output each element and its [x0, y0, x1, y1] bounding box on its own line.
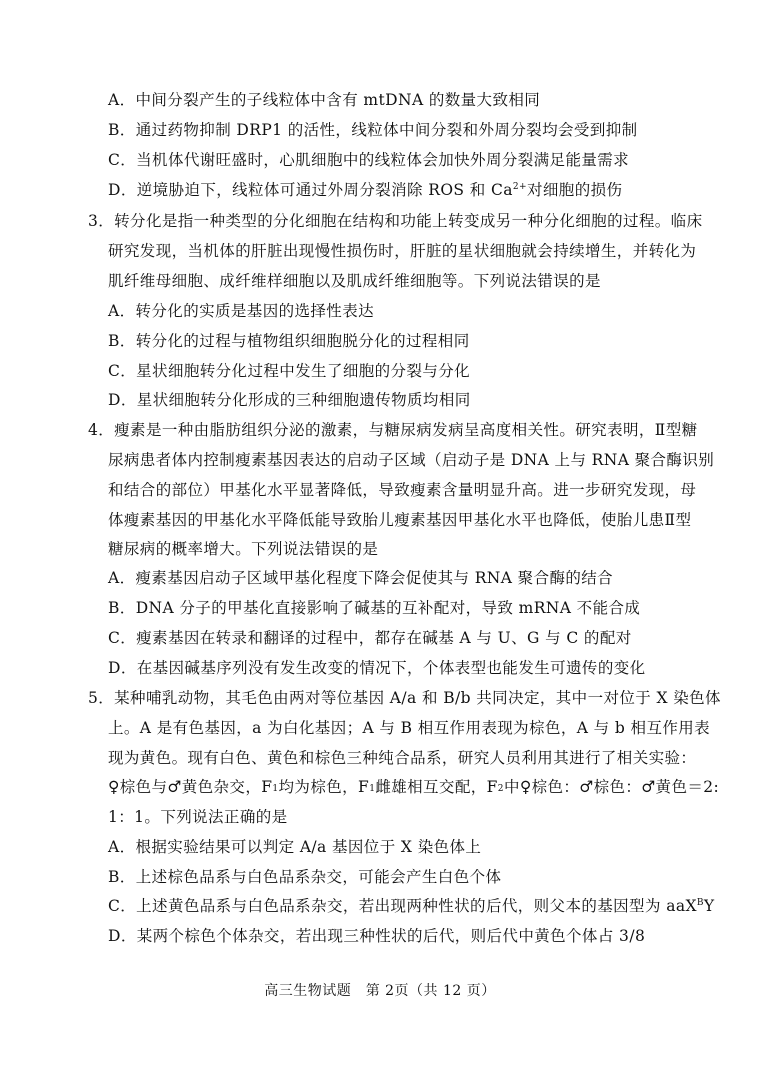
q3-stem-line-1: 3．转分化是指一种类型的分化细胞在结构和功能上转变成另一种分化细胞的过程。临床 [88, 212, 703, 230]
q4-stem-line-4: 体瘦素基因的甲基化水平降低能导致胎儿瘦素基因甲基化水平也降低，使胎儿患Ⅱ型 [108, 511, 692, 529]
q4-option-c: C．瘦素基因在转录和翻译的过程中，都存在碱基 A 与 U、G 与 C 的配对 [108, 629, 632, 647]
q5-stem-line-2: 上。A 是有色基因，a 为白化基因；A 与 B 相互作用表现为棕色，A 与 b 相互作用表 [108, 719, 711, 737]
q4-stem-line-5: 糖尿病的概率增大。下列说法错误的是 [108, 540, 379, 558]
f1-subscript: 1 [369, 784, 376, 794]
q5-option-b: B．上述棕色品系与白色品系杂交，可能会产生白色个体 [108, 868, 502, 886]
q5-stem-line-4 [108, 777, 719, 797]
f2-subscript: 2 [497, 784, 504, 794]
q5-stem-line-3: 现为黄色。现有白色、黄色和棕色三种纯合品系，研究人员利用其进行了相关实验： [108, 749, 697, 767]
q5-line4-part-2: 均为棕色，F [278, 778, 370, 796]
q4-option-b: B．DNA 分子的甲基化直接影响了碱基的互补配对，导致 mRNA 不能合成 [108, 599, 641, 617]
q3-stem-line-2: 研究发现，当机体的肝脏出现慢性损伤时，肝脏的星状细胞就会持续增生，并转化为 [108, 242, 697, 260]
q5-option-a: A．根据实验结果可以判定 A/a 基因位于 X 染色体上 [108, 838, 482, 856]
q5-line4-part-4: 中♀棕色：♂棕色：♂黄色＝2: [503, 778, 720, 796]
q5-stem-line-1: 5．某种哺乳动物，其毛色由两对等位基因 A/a 和 B/b 共同决定，其中一对位于 X 染色体 [88, 689, 721, 707]
q3-option-a: A．转分化的实质是基因的选择性表达 [108, 302, 374, 320]
calcium-charge-superscript: 2+ [512, 182, 527, 192]
q5-stem-line-5: 1：1。下列说法正确的是 [108, 808, 288, 826]
q5-option-c-tail: Y [703, 897, 715, 915]
q2-option-c: C．当机体代谢旺盛时，心肌细胞中的线粒体会加快外周分裂满足能量需求 [108, 151, 630, 169]
q2-option-b: B．通过药物抑制 DRP1 的活性，线粒体中间分裂和外周分裂均会受到抑制 [108, 121, 638, 139]
q5-option-c [108, 896, 715, 916]
q4-option-d: D．在基因碱基序列没有发生改变的情况下，个体表型也能发生可遗传的变化 [108, 659, 646, 677]
q5-line4-part-1: ♀棕色与♂黄色杂交，F [108, 778, 273, 796]
q3-stem-line-3: 肌纤维母细胞、成纤维样细胞以及肌成纤维细胞等。下列说法错误的是 [108, 272, 601, 290]
q5-option-c-text: C．上述黄色品系与白色品系杂交，若出现两种性状的后代，则父本的基因型为 aaX [108, 897, 697, 915]
q2-option-d-tail: 对细胞的损伤 [527, 181, 623, 199]
q4-stem-line-3: 和结合的部位）甲基化水平显著降低，导致瘦素含量明显升高。进一步研究发现，母 [108, 481, 697, 499]
q3-option-c: C．星状细胞转分化过程中发生了细胞的分裂与分化 [108, 362, 471, 380]
page-footer: 高三生物试题 第 2页（共 12 页） [264, 983, 496, 999]
q4-option-a: A．瘦素基因启动子区域甲基化程度下降会促使其与 RNA 聚合酶的结合 [108, 569, 614, 587]
f1-subscript: 1 [272, 784, 279, 794]
q2-option-a: A．中间分裂产生的子线粒体中含有 mtDNA 的数量大致相同 [108, 91, 541, 109]
q5-line4-part-3: 雌雄相互交配，F [375, 778, 498, 796]
q3-option-d: D．星状细胞转分化形成的三种细胞遗传物质均相同 [108, 391, 471, 409]
q4-stem-line-1: 4．瘦素是一种由脂肪组织分泌的激素，与糖尿病发病呈高度相关性。研究表明，Ⅱ型糖 [88, 421, 698, 439]
q2-option-d [108, 180, 622, 200]
q4-stem-line-2: 尿病患者体内控制瘦素基因表达的启动子区域（启动子是 DNA 上与 RNA 聚合酶识别 [108, 451, 715, 469]
x-chromosome-allele-superscript: B [696, 898, 704, 908]
q3-option-b: B．转分化的过程与植物组织细胞脱分化的过程相同 [108, 332, 470, 350]
q5-option-d: D．某两个棕色个体杂交，若出现三种性状的后代，则后代中黄色个体占 3/8 [108, 927, 646, 945]
q2-option-d-text: D．逆境胁迫下，线粒体可通过外周分裂消除 ROS 和 Ca [108, 181, 513, 199]
